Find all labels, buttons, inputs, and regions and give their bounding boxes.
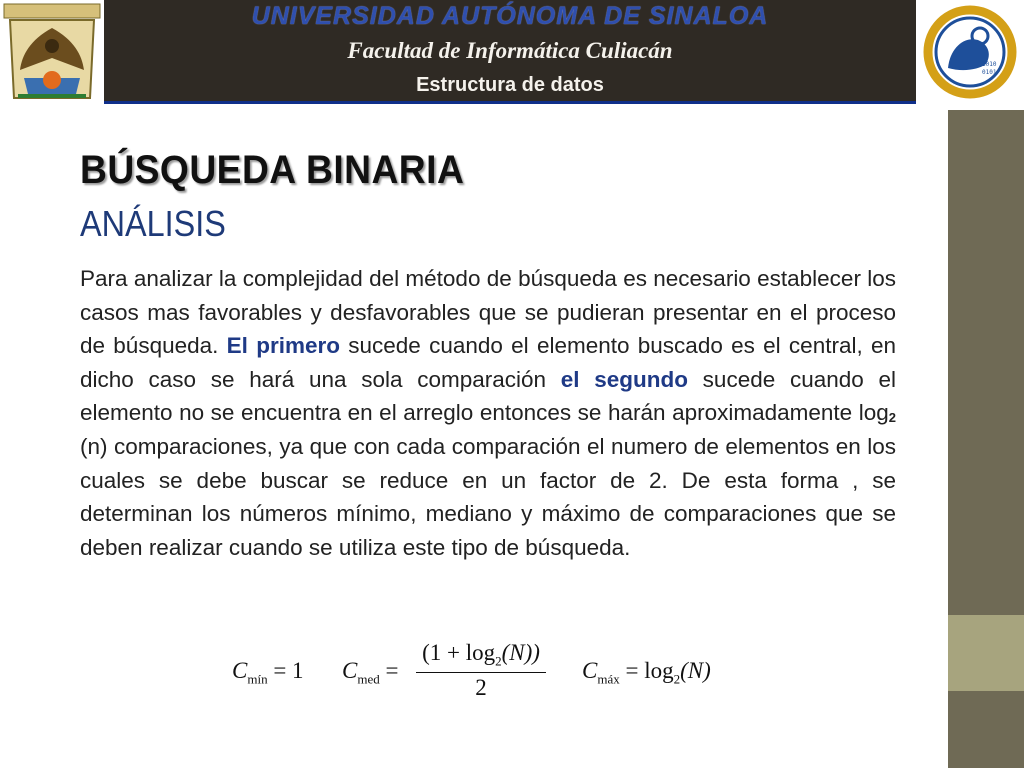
formula-max-sub: máx	[597, 671, 620, 687]
formula-max-eq: = log	[625, 658, 674, 683]
formula-med-numerator-end: (N))	[501, 640, 540, 665]
formula-med-numerator-start: (1 + log	[422, 640, 496, 665]
formula-med-label	[342, 658, 398, 688]
university-crest-icon	[0, 0, 104, 108]
slide-subtitle: ANÁLISIS	[80, 203, 226, 244]
formula-med-numerator	[412, 640, 550, 670]
side-decoration-accent	[948, 615, 1024, 691]
svg-text:0101: 0101	[982, 69, 997, 76]
formula-med-symbol: C	[342, 658, 358, 683]
university-crest-logo	[0, 0, 104, 108]
formula-med-denominator: 2	[475, 674, 487, 700]
formula-min-sub: mín	[247, 671, 268, 687]
formula-min-symbol: C	[232, 658, 248, 683]
body-paragraph	[80, 262, 896, 564]
paragraph-text-4: (n) comparaciones, ya que con cada comparación el numero de elementos en los cuales se debe buscar se reduce en un factor de 2. De esta forma , se determinan los números mínimo, mediano y máximo de comparaciones que se deben realizar cuando se utiliza este tipo de búsqueda.	[80, 433, 896, 560]
formula-med-eq: =	[385, 658, 399, 683]
paragraph-text-1: Para analizar la complejidad del método de búsqueda es necesario establecer los casos mas favorables y desfavorables que se pudieran presentar en el proceso de búsqueda.	[80, 266, 896, 359]
paragraph-text-2: sucede cuando el elemento buscado es el central, en dicho caso se hará una sola comparación	[80, 333, 897, 392]
formula-med-fraction	[412, 640, 550, 701]
side-decoration-top	[948, 110, 1024, 615]
highlight-first: El primero	[226, 333, 340, 359]
svg-text:1010: 1010	[982, 61, 997, 68]
faculty-name: Facultad de Informática Culiacán	[347, 38, 673, 63]
formula-max-symbol: C	[582, 658, 598, 683]
header-banner	[104, 0, 916, 104]
formula-med-log-base: 2	[495, 653, 502, 669]
formulas	[232, 640, 742, 706]
faculty-seal-logo	[916, 0, 1024, 108]
formula-min-value: = 1	[273, 658, 304, 683]
highlight-second: el segundo	[560, 366, 688, 392]
log-base: 2	[888, 410, 896, 426]
fraction-bar	[416, 672, 546, 673]
formula-min	[232, 658, 304, 688]
slide-title: BÚSQUEDA BINARIA	[80, 148, 465, 192]
faculty-seal-icon	[916, 0, 1024, 108]
formula-med-sub: med	[357, 671, 380, 687]
university-name: UNIVERSIDAD AUTÓNOMA DE SINALOA	[251, 2, 769, 30]
paragraph-text-3: sucede cuando el elemento no se encuentra en el arreglo entonces se harán aproximadamente log	[80, 366, 896, 426]
course-name: Estructura de datos	[416, 74, 604, 96]
side-decoration-bottom	[948, 691, 1024, 768]
formula-max-arg: (N)	[680, 658, 711, 683]
formula-max-log-base: 2	[673, 671, 681, 687]
formula-max	[582, 658, 711, 688]
